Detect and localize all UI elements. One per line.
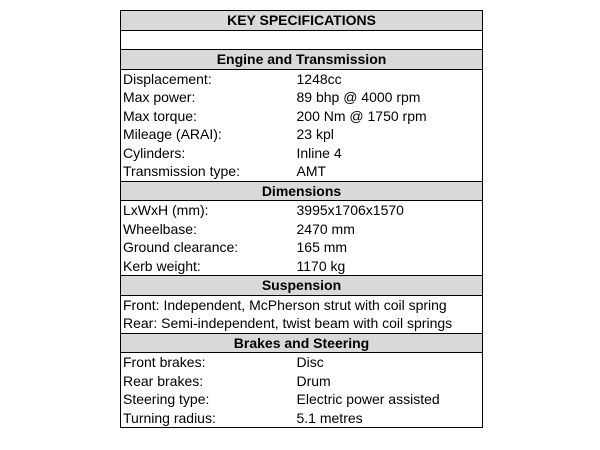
spec-value: Inline 4 <box>295 144 483 163</box>
section-header-dimensions <box>121 181 483 201</box>
spec-row <box>121 69 483 88</box>
section-header-brakes <box>121 333 483 353</box>
section-heading: Brakes and Steering <box>121 333 483 353</box>
section-header-engine <box>121 50 483 70</box>
spec-value: 89 bhp @ 4000 rpm <box>295 88 483 107</box>
spec-value: 200 Nm @ 1750 rpm <box>295 107 483 126</box>
spec-label: Displacement: <box>121 69 295 88</box>
spec-label: Kerb weight: <box>121 257 295 276</box>
spec-value: 5.1 metres <box>295 409 483 428</box>
spec-label: Front brakes: <box>121 353 295 372</box>
spacer-row <box>121 30 483 50</box>
spec-value: Drum <box>295 372 483 391</box>
spec-row <box>121 144 483 163</box>
suspension-front: Front: Independent, McPherson strut with coil spring <box>121 295 483 314</box>
suspension-row <box>121 314 483 333</box>
spec-label: Turning radius: <box>121 409 295 428</box>
spec-value: Disc <box>295 353 483 372</box>
spec-label: Rear brakes: <box>121 372 295 391</box>
spec-label: Wheelbase: <box>121 220 295 239</box>
spec-label: Mileage (ARAI): <box>121 125 295 144</box>
spec-label: Ground clearance: <box>121 238 295 257</box>
suspension-row <box>121 295 483 314</box>
table-title: KEY SPECIFICATIONS <box>121 11 483 31</box>
spec-row <box>121 220 483 239</box>
spec-row <box>121 238 483 257</box>
section-heading: Engine and Transmission <box>121 50 483 70</box>
spec-value: 165 mm <box>295 238 483 257</box>
spec-row <box>121 88 483 107</box>
spec-label: Max torque: <box>121 107 295 126</box>
spec-row <box>121 257 483 276</box>
spec-value: Electric power assisted <box>295 390 483 409</box>
spec-row <box>121 201 483 220</box>
suspension-rear: Rear: Semi-independent, twist beam with coil springs <box>121 314 483 333</box>
section-heading: Suspension <box>121 276 483 296</box>
spec-row <box>121 372 483 391</box>
spec-label: Cylinders: <box>121 144 295 163</box>
spec-label: LxWxH (mm): <box>121 201 295 220</box>
title-row <box>121 11 483 31</box>
spec-value: 3995x1706x1570 <box>295 201 483 220</box>
spec-value: 1170 kg <box>295 257 483 276</box>
spacer-cell <box>121 30 483 50</box>
spec-row <box>121 409 483 428</box>
section-header-suspension <box>121 276 483 296</box>
spec-label: Max power: <box>121 88 295 107</box>
spec-row <box>121 162 483 181</box>
spec-row <box>121 125 483 144</box>
spec-label: Steering type: <box>121 390 295 409</box>
spec-row <box>121 390 483 409</box>
spec-value: 23 kpl <box>295 125 483 144</box>
spec-value: AMT <box>295 162 483 181</box>
section-heading: Dimensions <box>121 181 483 201</box>
spec-row <box>121 353 483 372</box>
spec-value: 2470 mm <box>295 220 483 239</box>
spec-value: 1248cc <box>295 69 483 88</box>
spec-row <box>121 107 483 126</box>
spec-label: Transmission type: <box>121 162 295 181</box>
key-specifications-table <box>120 10 483 428</box>
